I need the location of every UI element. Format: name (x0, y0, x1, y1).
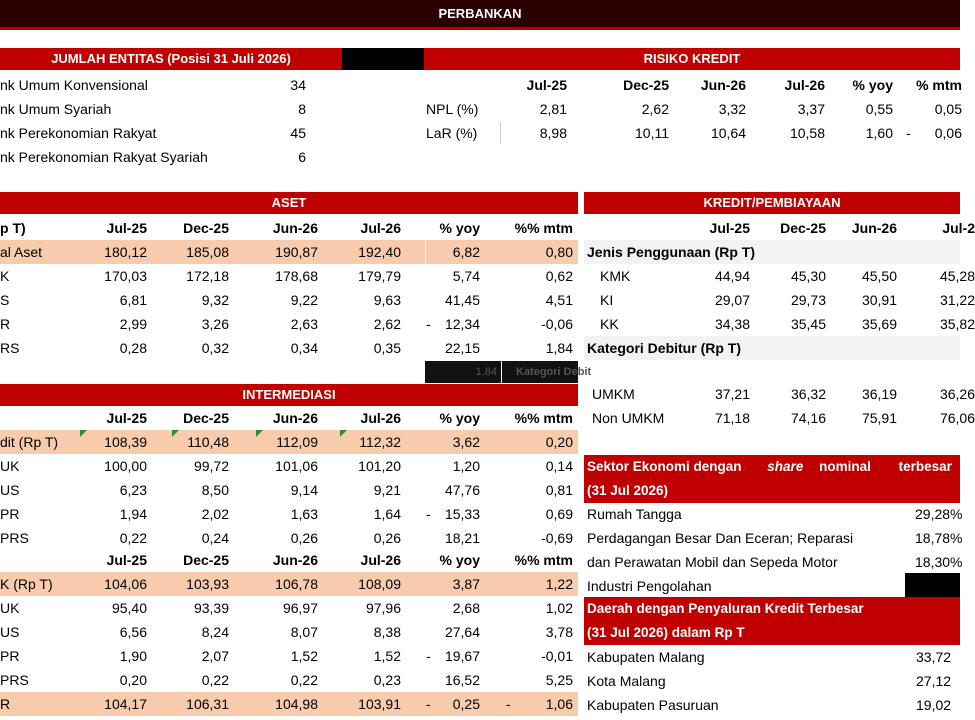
kredit-col-header: Jul-25 (709, 220, 750, 236)
sektor-label: dan Perawatan Mobil dan Sepeda Motor (587, 554, 838, 570)
kredit-bank-col-header: %% mtm (514, 410, 573, 426)
kredit-bank-value: 99,72 (193, 458, 229, 474)
page-title: PERBANKAN (438, 6, 522, 21)
entitas-header-label: JUMLAH ENTITAS (Posisi 31 Juli 2026) (51, 51, 291, 66)
sektor-title-part-c: nominal (819, 459, 871, 474)
risiko-divider (500, 122, 501, 144)
kredit-bank-value: 1,94 (119, 506, 147, 522)
debitur-label: Non UMKM (592, 410, 665, 426)
dpk-value: 0,22 (201, 672, 229, 688)
risiko-value: 0,06 (934, 125, 962, 141)
aset-value: 172,18 (186, 268, 229, 284)
entitas-row (0, 145, 340, 169)
sektor-value: 18,30% (915, 554, 963, 570)
dpk-value: 8,07 (290, 624, 318, 640)
aset-overflow-value: 1,84 (475, 366, 497, 378)
aset-col-header: Jul-26 (360, 220, 401, 236)
kredit-bank-value: 0,69 (545, 506, 573, 522)
aset-value: 41,45 (444, 292, 480, 308)
aset-value: 0,28 (119, 340, 147, 356)
sektor-black-cell (905, 573, 960, 597)
debitur-title-row (584, 336, 960, 360)
penggunaan-value: 45,50 (861, 268, 897, 284)
penggunaan-value: 45,28 (939, 268, 975, 284)
dpk-col-header: % yoy (439, 552, 480, 568)
daerah-value: 33,72 (916, 649, 952, 665)
dpk-value: 103,93 (186, 576, 229, 592)
dpk-value: 93,39 (193, 600, 229, 616)
debitur-value: 76,06 (939, 410, 975, 426)
penggunaan-value: 31,22 (939, 292, 975, 308)
kredit-bank-value: 1,20 (452, 458, 480, 474)
aset-value: 12,34 (444, 316, 480, 332)
risiko-label: LaR (%) (426, 125, 478, 141)
penggunaan-value: 29,07 (714, 292, 750, 308)
risiko-value: 10,64 (710, 125, 746, 141)
risiko-value: 10,58 (789, 125, 825, 141)
penggunaan-title: Jenis Penggunaan (Rp T) (587, 244, 756, 260)
dpk-dash-mtm: - (506, 696, 511, 712)
debitur-row (0, 382, 975, 406)
aset-value: 0,34 (290, 340, 318, 356)
aset-value: 0,80 (545, 244, 573, 260)
aset-value: 170,03 (104, 268, 147, 284)
kredit-col-header-row (0, 216, 975, 240)
aset-value: 4,51 (545, 292, 573, 308)
kredit-col-header: Dec-25 (780, 220, 826, 236)
sektor-title-line1 (584, 455, 960, 479)
dpk-value: 19,67 (444, 648, 480, 664)
aset-cell-divider (425, 240, 426, 264)
dpk-value: 3,78 (545, 624, 573, 640)
dpk-value: 95,40 (111, 600, 147, 616)
aset-value: 1,84 (545, 340, 573, 356)
dpk-value: 16,52 (444, 672, 480, 688)
kredit-bank-value: 0,22 (119, 530, 147, 546)
kredit-header (584, 192, 960, 214)
dpk-label: US (0, 624, 20, 640)
sektor-row (0, 502, 963, 526)
daerah-label: Kabupaten Malang (587, 649, 705, 665)
dpk-label: R (0, 696, 11, 712)
dpk-value: 1,06 (545, 696, 573, 712)
dpk-value: 5,25 (545, 672, 573, 688)
risiko-col-header: Jul-25 (526, 77, 567, 93)
risiko-value: 2,81 (539, 101, 567, 117)
entitas-header (0, 48, 342, 70)
entitas-header-black-cell (342, 48, 424, 70)
debitur-title: Kategori Debitur (Rp T) (587, 340, 741, 356)
dpk-col-header: Jun-26 (272, 552, 318, 568)
dpk-col-header: %% mtm (514, 552, 573, 568)
penggunaan-row (0, 312, 975, 336)
dpk-value: 104,98 (275, 696, 318, 712)
dpk-value: 1,90 (119, 648, 147, 664)
sektor-label: Perdagangan Besar Dan Eceran; Reparasi (587, 530, 854, 546)
dpk-value: 108,09 (358, 576, 401, 592)
aset-value: 192,40 (358, 244, 401, 260)
risiko-value: 2,62 (641, 101, 669, 117)
risiko-col-header: % mtm (916, 77, 962, 93)
kredit-bank-value: 9,21 (373, 482, 401, 498)
aset-col-header: % yoy (439, 220, 480, 236)
aset-col-header: %% mtm (514, 220, 573, 236)
dpk-value: 96,97 (282, 600, 318, 616)
dpk-value: -0,01 (541, 648, 573, 664)
sektor-value: 18,78% (915, 530, 963, 546)
dpk-value: 6,56 (119, 624, 147, 640)
penggunaan-label: KK (600, 316, 619, 332)
kredit-bank-value: 112,32 (359, 434, 401, 450)
comment-marker (80, 430, 87, 437)
daerah-title-text: Daerah dengan Penyaluran Kredit Terbesar (587, 601, 864, 616)
entitas-value: 45 (290, 125, 306, 141)
risiko-label: NPL (%) (426, 101, 479, 117)
daerah-title-line2 (584, 621, 960, 645)
kredit-bank-value: 100,00 (104, 458, 147, 474)
kredit-bank-col-header: Dec-25 (183, 410, 229, 426)
penggunaan-value: 35,45 (790, 316, 826, 332)
aset-dash: - (426, 316, 431, 332)
kredit-bank-label: US (0, 482, 20, 498)
entitas-value: 34 (290, 77, 306, 93)
kredit-bank-row (0, 478, 578, 502)
kredit-bank-value: 0,26 (373, 530, 401, 546)
risiko-row (0, 121, 960, 145)
sektor-label: Industri Pengolahan (587, 578, 712, 594)
dpk-value: 1,52 (290, 648, 318, 664)
aset-col0-header: p T) (0, 220, 26, 236)
dpk-row (0, 596, 578, 620)
kredit-bank-value: 2,02 (201, 506, 229, 522)
sektor-title-part-d: terbesar (898, 459, 952, 474)
debitur-value: 37,21 (714, 386, 750, 402)
aset-col-header: Jun-26 (272, 220, 318, 236)
dpk-label: PRS (0, 672, 29, 688)
dpk-dash: - (426, 648, 431, 664)
kredit-bank-col-header: % yoy (439, 410, 480, 426)
dpk-value: 0,20 (119, 672, 147, 688)
dpk-col-header: Dec-25 (183, 552, 229, 568)
kredit-bank-row (0, 430, 578, 454)
aset-value: 180,12 (104, 244, 147, 260)
risiko-col-header: Jul-26 (784, 77, 825, 93)
dpk-value: 1,02 (545, 600, 573, 616)
aset-value: 2,99 (119, 316, 147, 332)
sektor-title-date: (31 Jul 2026) (587, 483, 669, 498)
aset-label: S (0, 292, 10, 308)
kredit-bank-value: 0,20 (545, 434, 573, 450)
daerah-title-date: (31 Jul 2026) dalam Rp T (587, 625, 745, 640)
comment-marker (340, 430, 347, 437)
kredit-bank-label: UK (0, 458, 20, 474)
risiko-col-header: Jun-26 (700, 77, 746, 93)
dpk-label: PR (0, 648, 20, 664)
dpk-label: UK (0, 600, 20, 616)
aset-label: RS (0, 340, 20, 356)
sektor-row (0, 526, 963, 550)
daerah-row (0, 669, 960, 693)
penggunaan-value: 29,73 (790, 292, 826, 308)
risiko-value: 3,32 (718, 101, 746, 117)
kredit-bank-col-header: Jul-25 (106, 410, 147, 426)
daerah-row (0, 693, 960, 717)
risiko-header-label: RISIKO KREDIT (643, 51, 741, 66)
risiko-value: 8,98 (539, 125, 567, 141)
aset-label: R (0, 316, 11, 332)
dpk-value: 97,96 (365, 600, 401, 616)
debitur-value: 36,32 (790, 386, 826, 402)
dpk-value: 3,87 (452, 576, 480, 592)
dpk-value: 0,22 (290, 672, 318, 688)
risiko-col-header-row (0, 73, 960, 97)
kredit-bank-dash: - (426, 506, 431, 522)
aset-header-label: ASET (271, 195, 307, 210)
page-title-bar (0, 0, 960, 30)
aset-value: 9,32 (201, 292, 229, 308)
kredit-bank-row (0, 454, 578, 478)
aset-value: 0,35 (373, 340, 401, 356)
sektor-row (0, 550, 963, 574)
aset-overflow-text-cell (502, 361, 592, 383)
dpk-row (0, 620, 578, 644)
aset-col-header: Jul-25 (106, 220, 147, 236)
penggunaan-value: 34,38 (714, 316, 750, 332)
aset-overflow-text: Kategori Debit (516, 366, 592, 378)
aset-header (0, 192, 578, 214)
aset-col-header: Dec-25 (183, 220, 229, 236)
kredit-bank-col-header: Jun-26 (272, 410, 318, 426)
risiko-row (0, 97, 960, 121)
kredit-bank-value: 1,64 (373, 506, 401, 522)
kredit-bank-value: 9,14 (290, 482, 318, 498)
kredit-bank-col-header: Jul-26 (360, 410, 401, 426)
dpk-value: 1,52 (373, 648, 401, 664)
aset-value: 0,62 (545, 268, 573, 284)
aset-row (0, 336, 578, 360)
risiko-value: 0,05 (934, 101, 962, 117)
dpk-value: 8,38 (373, 624, 401, 640)
kredit-col-header: Jul-2 (942, 220, 975, 236)
kredit-bank-value: 15,33 (444, 506, 480, 522)
dpk-value: 2,68 (452, 600, 480, 616)
daerah-title-line1 (584, 597, 960, 621)
dpk-value: 2,07 (201, 648, 229, 664)
kredit-bank-value: 110,48 (187, 434, 229, 450)
aset-value: 179,79 (358, 268, 401, 284)
kredit-bank-label: PRS (0, 530, 29, 546)
risiko-value: 0,55 (865, 101, 893, 117)
aset-value: -0,06 (541, 316, 573, 332)
aset-value: 22,15 (444, 340, 480, 356)
aset-value: 190,87 (275, 244, 318, 260)
aset-row (0, 240, 578, 264)
penggunaan-row (0, 264, 975, 288)
dpk-value: 27,64 (444, 624, 480, 640)
kredit-bank-value: 108,39 (104, 434, 147, 450)
kredit-bank-value: 47,76 (444, 482, 480, 498)
dpk-label: K (Rp T) (0, 576, 53, 592)
dpk-col-header: Jul-25 (106, 552, 147, 568)
risiko-col-header: Dec-25 (623, 77, 669, 93)
aset-overflow-cell (425, 361, 501, 383)
aset-value: 9,22 (290, 292, 318, 308)
entitas-label: nk Perekonomian Rakyat Syariah (0, 149, 208, 165)
daerah-label: Kabupaten Pasuruan (587, 697, 719, 713)
aset-value: 3,26 (201, 316, 229, 332)
kredit-bank-label: PR (0, 506, 20, 522)
intermediasi-header-label: INTERMEDIASI (242, 387, 336, 402)
debitur-value: 36,26 (939, 386, 975, 402)
dpk-value: 0,23 (373, 672, 401, 688)
dpk-value: 1,22 (545, 576, 573, 592)
aset-value: 2,62 (373, 316, 401, 332)
penggunaan-value: 30,91 (861, 292, 897, 308)
penggunaan-label: KI (600, 292, 614, 308)
kredit-bank-value: 0,14 (545, 458, 573, 474)
kredit-bank-label: dit (Rp T) (0, 434, 59, 450)
daerah-value: 27,12 (916, 673, 952, 689)
kredit-bank-value: 101,06 (275, 458, 318, 474)
dpk-value: 8,24 (201, 624, 229, 640)
kredit-bank-value: 101,20 (358, 458, 401, 474)
penggunaan-row (0, 288, 975, 312)
comment-marker (256, 430, 263, 437)
kredit-col-header: Jun-26 (851, 220, 897, 236)
kredit-bank-value: 0,26 (290, 530, 318, 546)
risiko-dash: - (906, 125, 911, 141)
risiko-col-header: % yoy (852, 77, 893, 93)
sektor-row (0, 574, 960, 598)
risiko-value: 1,60 (865, 125, 893, 141)
sektor-value: 29,28% (915, 506, 963, 522)
kredit-bank-value: 0,81 (545, 482, 573, 498)
kredit-bank-value: 6,23 (119, 482, 147, 498)
aset-value: 9,63 (373, 292, 401, 308)
kredit-bank-value: 3,62 (452, 434, 480, 450)
penggunaan-title-row (584, 240, 960, 264)
dpk-value: 106,31 (186, 696, 229, 712)
penggunaan-value: 45,30 (790, 268, 826, 284)
sektor-title-part-a: Sektor Ekonomi dengan (587, 459, 742, 474)
dpk-value: 104,17 (104, 696, 147, 712)
aset-value: 6,82 (452, 244, 480, 260)
aset-value: 178,68 (275, 268, 318, 284)
risiko-value: 3,37 (797, 101, 825, 117)
penggunaan-value: 44,94 (714, 268, 750, 284)
kredit-bank-value: 1,63 (290, 506, 318, 522)
entitas-value: 6 (298, 149, 306, 165)
aset-value: 2,63 (290, 316, 318, 332)
dpk-value: 106,78 (275, 576, 318, 592)
kredit-header-label: KREDIT/PEMBIAYAAN (703, 195, 841, 210)
aset-value: 5,74 (452, 268, 480, 284)
entitas-value: 8 (298, 101, 306, 117)
comment-marker (172, 430, 179, 437)
kredit-bank-value: 8,50 (201, 482, 229, 498)
debitur-label: UMKM (592, 386, 635, 402)
aset-value: 6,81 (119, 292, 147, 308)
debitur-row (0, 406, 975, 430)
penggunaan-value: 35,69 (861, 316, 897, 332)
kredit-bank-value: 0,24 (201, 530, 229, 546)
entitas-label: nk Umum Syariah (0, 101, 112, 117)
kredit-bank-value: 18,21 (444, 530, 480, 546)
risiko-value: 10,11 (635, 125, 669, 141)
daerah-value: 19,02 (916, 697, 952, 713)
dpk-dash: - (426, 696, 431, 712)
debitur-value: 71,18 (714, 410, 750, 426)
debitur-value: 75,91 (861, 410, 897, 426)
penggunaan-value: 35,82 (939, 316, 975, 332)
dpk-value: 104,06 (104, 576, 147, 592)
risiko-header (424, 48, 960, 70)
sektor-label: Rumah Tangga (587, 506, 682, 522)
daerah-label: Kota Malang (587, 673, 666, 689)
sektor-title-line2 (584, 479, 960, 503)
entitas-label: nk Perekonomian Rakyat (0, 125, 157, 141)
dpk-value: 0,25 (452, 696, 480, 712)
aset-label: K (0, 268, 10, 284)
dpk-col-header: Jul-26 (360, 552, 401, 568)
debitur-value: 74,16 (790, 410, 826, 426)
dpk-value: 103,91 (358, 696, 401, 712)
aset-value: 0,32 (201, 340, 229, 356)
debitur-value: 36,19 (861, 386, 897, 402)
aset-label: al Aset (0, 244, 43, 260)
entitas-label: nk Umum Konvensional (0, 77, 148, 93)
sektor-title-part-b: share (767, 459, 804, 474)
aset-value: 185,08 (186, 244, 229, 260)
penggunaan-label: KMK (600, 268, 631, 284)
kredit-bank-value: -0,69 (541, 530, 573, 546)
kredit-bank-value: 112,09 (276, 434, 318, 450)
daerah-row (0, 645, 960, 669)
